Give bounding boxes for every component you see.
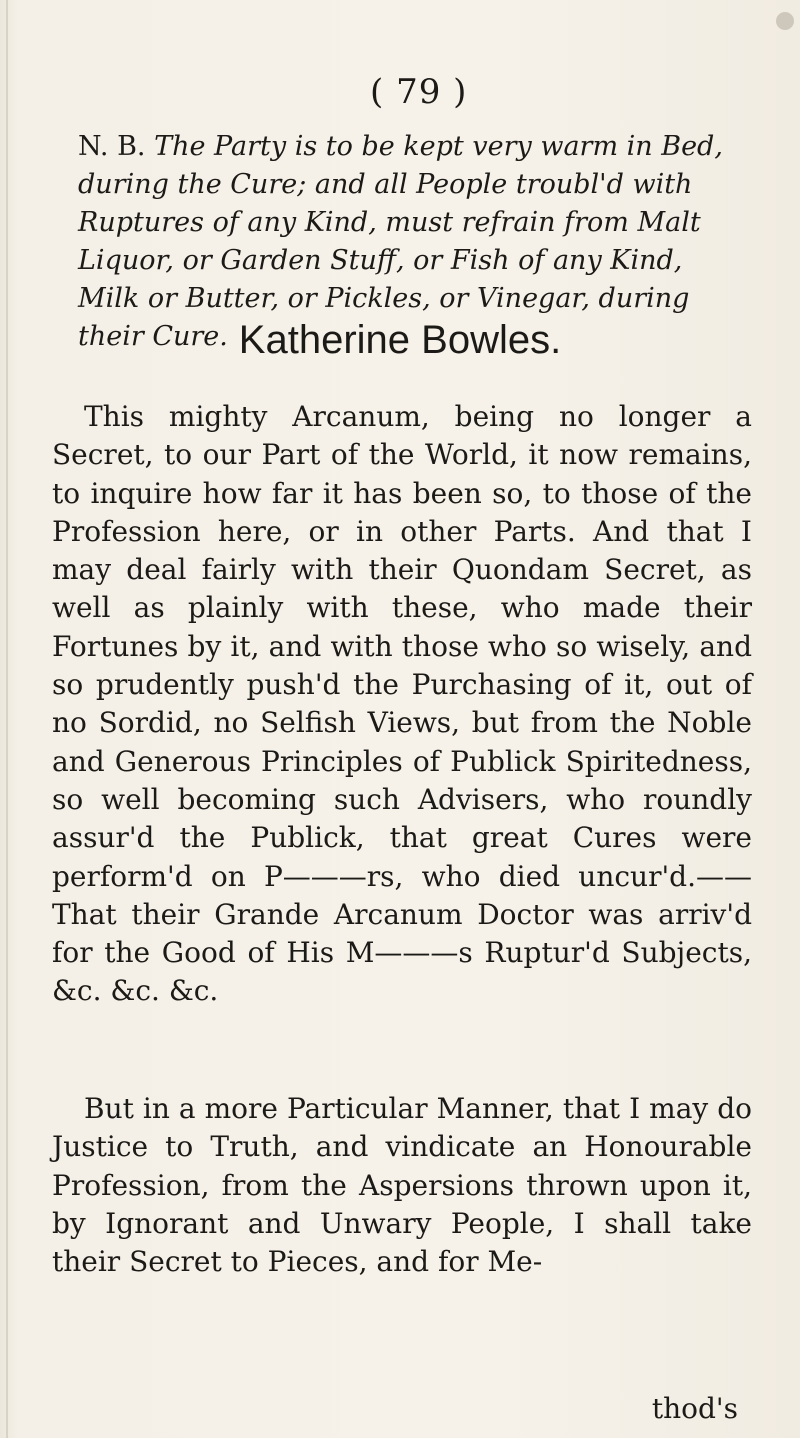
catchword: thod's <box>651 1392 738 1425</box>
page-number: ( 79 ) <box>370 72 468 112</box>
page-edge <box>6 0 8 1438</box>
nota-bene-text: The Party is to be kept very warm in Bed, during the Cure; and all People troubl'd with Ruptures of any Kind, must refrain from Malt Liquor, or Garden Stuff, or Fish of any Kind, Milk or Butter, or Pickles, or Vinegar, during their Cure. <box>78 131 723 352</box>
body-paragraph-1: This mighty Arcanum, being no longer a Secret, to our Part of the World, it now remains, to inquire how far it has been so, to those of the Profession here, or in other Parts. And that I may deal fairly with their Quondam Secret, as well as plainly with these, who made their Fortunes by it, and with those who so wisely, and so prudently push'd the Purchasing of it, out of no Sordid, no Selfish Views, but from the Noble and Generous Principles of Publick Spiritedness, so well becoming such Advisers, who roundly assur'd the Publick, that great Cures were perform'd on P———rs, who died uncur'd.——That their Grande Arcanum Doctor was arriv'd for the Good of His M———s Ruptur'd Subjects, &c. &c. &c. <box>52 400 752 1008</box>
nota-bene-label: N. B. <box>78 131 146 162</box>
paper-stain <box>776 12 794 30</box>
body-paragraph-2: But in a more Particular Manner, that I may do Justice to Truth, and vindicate an Honourable Profession, from the Aspersions thrown upon it, by Ignorant and Unwary People, I shall take their Secret to Pieces, and for Me- <box>52 1092 752 1279</box>
section-heading: Katherine Bowles. <box>238 318 562 362</box>
